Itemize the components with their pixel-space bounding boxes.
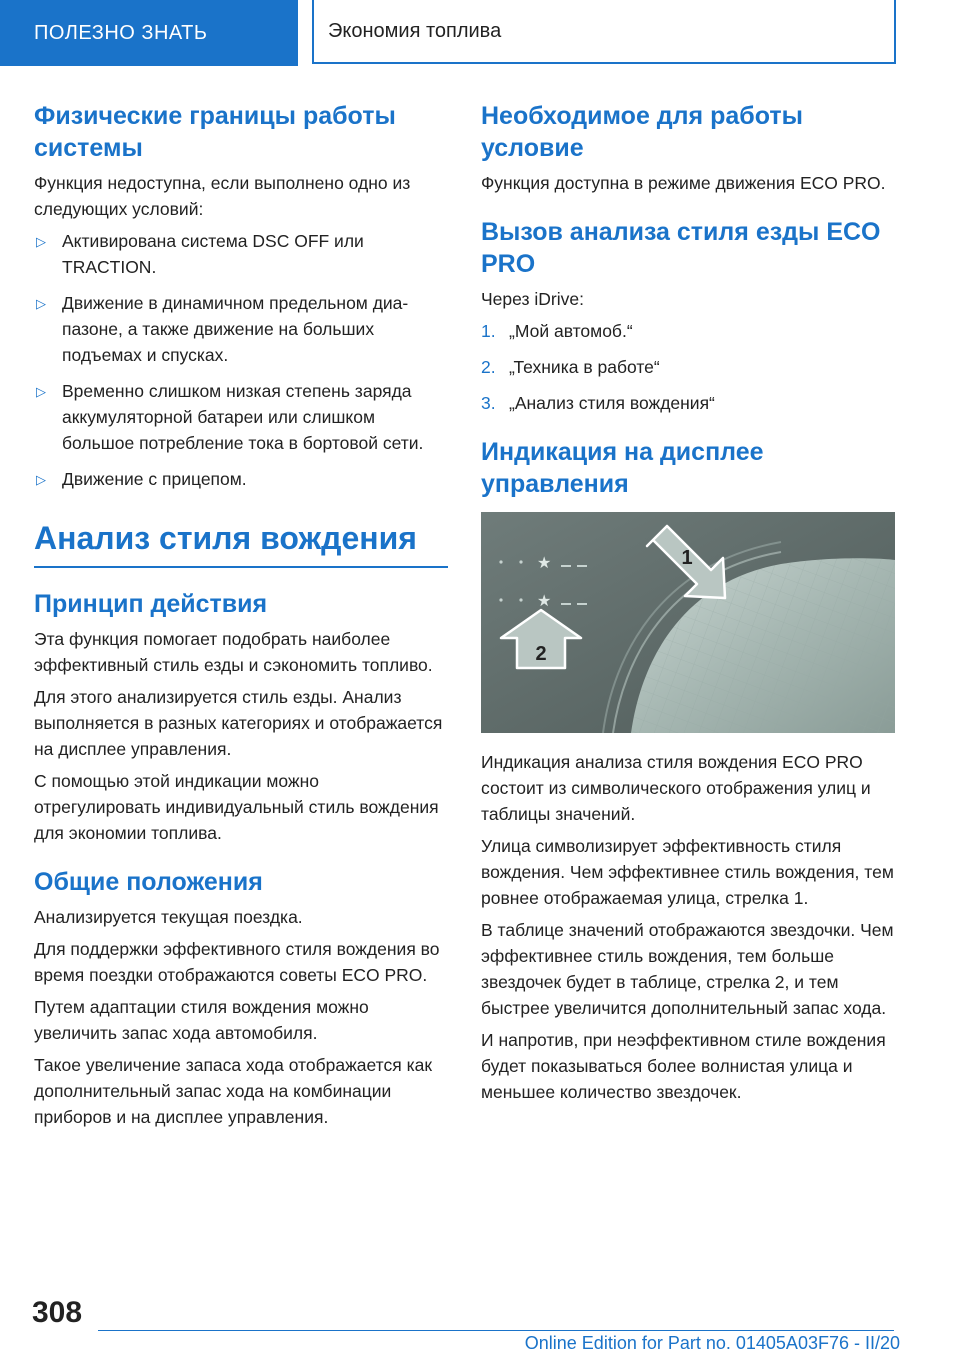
- call-intro: Через iDrive:: [481, 289, 584, 309]
- limits-heading: Физические границы работы системы: [34, 102, 396, 162]
- step-number: 1.: [481, 321, 496, 341]
- call-heading: Вызов анализа стиля езды ECO PRO: [481, 218, 881, 278]
- svg-text:1: 1: [681, 547, 693, 569]
- principle-heading: Принцип действия: [34, 590, 268, 618]
- steps-list: [481, 318, 897, 416]
- list-item: 1. „Мой автомоб.“: [481, 318, 897, 344]
- section-tab: ПОЛЕЗНО ЗНАТЬ: [0, 0, 298, 66]
- principle-text-1: Эта функция помогает подобрать наиболее эффективный стиль езды и сэкономить топливо.: [34, 629, 433, 675]
- svg-text:★: ★: [537, 591, 552, 610]
- principle-text-2: Для этого анализируется стиль езды. Анализ выполняется в разных категориях и отображается на дисплее управления.: [34, 687, 443, 759]
- list-item: ▷ Движение с прицепом.: [34, 466, 448, 492]
- step-number: 2.: [481, 357, 496, 377]
- edition-note: Online Edition for Part no. 01405A03F76 - II/20: [524, 1333, 900, 1353]
- list-item: ▷ Движение в динамичном предельном диа-пазоне, а также движение на больших подъемах и спусках.: [36, 293, 409, 365]
- page-header: [0, 0, 960, 66]
- triangle-bullet-icon: ▷: [36, 384, 46, 399]
- list-item: 3. „Анализ стиля вождения“: [481, 390, 897, 416]
- list-item: ▷ Активирована система DSC OFF или TRACTION.: [36, 231, 364, 277]
- step-number: 3.: [481, 393, 496, 413]
- triangle-bullet-icon: ▷: [36, 472, 46, 487]
- triangle-bullet-icon: ▷: [36, 234, 46, 249]
- svg-text:2: 2: [535, 643, 547, 665]
- list-item: 2. „Техника в работе“: [481, 354, 897, 380]
- limits-list: [34, 228, 448, 492]
- svg-text:★: ★: [537, 553, 552, 572]
- topic-title: Экономия топлива: [312, 0, 896, 64]
- general-text-3: Путем адаптации стиля вождения можно увеличить запас хода автомобиля.: [34, 997, 369, 1043]
- general-text-1: Анализируется текущая поездка.: [34, 907, 303, 927]
- page-number: 308: [32, 1296, 83, 1329]
- display-text-4: И напротив, при неэффективном стиле вождения будет показываться более волнистая улица и меньшее количество звездочек.: [481, 1030, 886, 1102]
- display-text-3: В таблице значений отображаются звездочки. Чем эффективнее стиль вождения, тем больше звездочек будет в таблице, стрелка 2, и тем быстрее увеличится дополнительный запас хода.: [481, 920, 894, 1018]
- general-text-2: Для поддержки эффективного стиля вождения во время поездки отображаются советы ECO PRO.: [34, 939, 440, 985]
- limits-intro: Функция недоступна, если выполнено одно из следующих условий:: [34, 173, 411, 219]
- general-text-4: Такое увеличение запаса хода отображается как дополнительный запас хода на комбинации приборов и на дисплее управления.: [34, 1055, 433, 1127]
- main-heading: Анализ стиля вождения: [34, 518, 448, 568]
- triangle-bullet-icon: ▷: [36, 296, 46, 311]
- general-heading: Общие положения: [34, 868, 263, 896]
- eco-pro-display-figure: [481, 512, 895, 733]
- list-item: ▷ Временно слишком низкая степень заряда аккумуляторной батареи или слишком большое потребление тока в бортовой сети.: [36, 381, 424, 453]
- left-column: [34, 100, 448, 1136]
- display-text-1: Индикация анализа стиля вождения ECO PRO состоит из символического отображения улиц и таблицы значений.: [481, 752, 871, 824]
- display-text-2: Улица символизирует эффективность стиля вождения. Чем эффективнее стиль вождения, тем ровнее отображаемая улица, стрелка 1.: [481, 836, 894, 908]
- display-heading: Индикация на дисплее управления: [481, 438, 764, 498]
- footer-divider: [98, 1330, 894, 1331]
- right-column: [481, 100, 897, 1111]
- principle-text-3: С помощью этой индикации можно отрегулировать индивидуальный стиль вождения для экономии топлива.: [34, 771, 439, 843]
- conditions-text: Функция доступна в режиме движения ECO PRO.: [481, 173, 886, 193]
- conditions-heading: Необходимое для работы условие: [481, 102, 803, 162]
